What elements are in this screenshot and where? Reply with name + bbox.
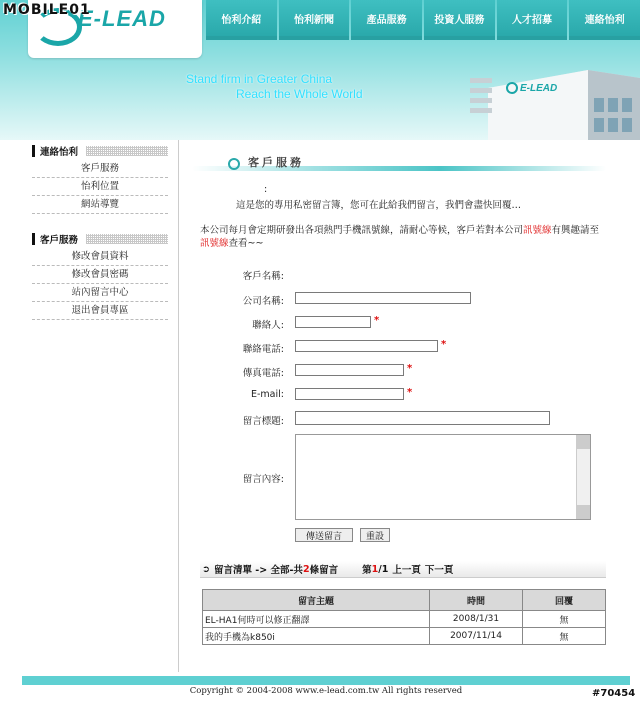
nav-products[interactable]: 產品服務 — [351, 0, 422, 40]
intro-text: 查看~~ — [228, 238, 264, 249]
row-subject[interactable]: 我的手機為k850i — [203, 628, 430, 645]
phone-input[interactable] — [295, 340, 438, 352]
company-input[interactable] — [295, 292, 471, 304]
sidebar-item-change-password[interactable]: 修改會員密碼 — [32, 266, 168, 284]
row-reply: 無 — [523, 628, 606, 645]
row-date: 2008/1/31 — [430, 611, 523, 628]
scroll-up-icon[interactable] — [577, 435, 590, 449]
email-label: E-mail: — [251, 389, 284, 400]
message-table — [202, 589, 606, 645]
table-header-row — [203, 590, 606, 611]
required-mark: * — [374, 315, 380, 326]
slogan-line2: Reach the Whole World — [236, 87, 363, 101]
nav-about[interactable]: 怡利介紹 — [206, 0, 277, 40]
nav-news[interactable]: 怡利新聞 — [279, 0, 350, 40]
slogan-line1: Stand firm in Greater China — [186, 72, 333, 86]
list-count: 2 — [302, 563, 310, 575]
message-list-header — [200, 561, 606, 578]
content-label: 留言內容: — [242, 474, 284, 485]
sidebar-group-title: 客戶服務 — [40, 235, 79, 246]
contact-input[interactable] — [295, 316, 371, 328]
fax-label: 傳真電話: — [242, 368, 284, 379]
footer-bar — [22, 676, 630, 685]
footer-copyright: Copyright © 2004-2008 www.e-lead.com.tw All rights reserved — [189, 686, 463, 696]
content-textarea[interactable] — [295, 434, 591, 520]
watermark-id: #70454 — [592, 688, 636, 699]
next-page-link[interactable]: 下一頁 — [424, 565, 454, 576]
sidebar-divider — [178, 140, 179, 672]
building-illustration — [468, 48, 640, 140]
intro-colon: : — [264, 184, 268, 195]
fax-input[interactable] — [295, 364, 404, 376]
arrow-icon: ➲ — [202, 563, 210, 575]
required-mark: * — [407, 387, 413, 398]
intro-line1: 這是您的專用私密留言簿，您可在此給我們留言，我們會盡快回覆… — [236, 200, 522, 211]
intro-text: 本公司每月會定期研發出各項熱門手機訊號線，請耐心等候，客戶若對本公司 — [200, 225, 524, 236]
submit-button[interactable]: 傳送留言 — [295, 528, 353, 542]
intro-text: 有興趣請至 — [551, 225, 600, 236]
page-current: 1 — [371, 563, 379, 575]
sidebar-item-logout[interactable]: 退出會員專區 — [32, 302, 168, 320]
logo-text[interactable]: E-LEAD — [78, 6, 166, 31]
col-time: 時間 — [430, 590, 523, 611]
sidebar-bar — [32, 233, 35, 245]
textarea-scrollbar[interactable] — [576, 435, 590, 519]
contact-label: 聯絡人: — [252, 320, 284, 331]
sidebar-item-sitemap[interactable]: 網站導覽 — [32, 196, 168, 214]
company-label: 公司名稱: — [242, 296, 284, 307]
sidebar-group-title: 連絡怡利 — [40, 147, 79, 158]
phone-label: 聯絡電話: — [242, 344, 284, 355]
signal-cable-link-2[interactable]: 訊號線 — [200, 238, 229, 249]
signal-cable-link[interactable]: 訊號線 — [523, 225, 552, 236]
row-subject[interactable]: EL-HA1何時可以修正翻譯 — [203, 611, 430, 628]
customer-name-label: 客戶名稱: — [242, 271, 284, 282]
list-title: 留言清單 -> 全部-共 — [213, 565, 303, 576]
sidebar-item-message-center[interactable]: 站內留言中心 — [32, 284, 168, 302]
prev-page-link[interactable]: 上一頁 — [392, 565, 421, 576]
nav-contact[interactable]: 連絡怡利 — [569, 0, 640, 40]
nav-careers[interactable]: 人才招募 — [497, 0, 568, 40]
col-reply: 回覆 — [523, 590, 606, 611]
row-reply: 無 — [523, 611, 606, 628]
col-subject: 留言主題 — [203, 590, 430, 611]
required-mark: * — [407, 363, 413, 374]
sidebar-item-location[interactable]: 怡利位置 — [32, 178, 168, 196]
section-title: 客戶服務 — [248, 156, 304, 169]
main-nav — [204, 0, 640, 40]
table-row[interactable] — [203, 611, 606, 628]
sidebar-group-service — [32, 232, 168, 246]
sidebar-item-edit-profile[interactable]: 修改會員資料 — [32, 248, 168, 266]
intro-paragraph-line2 — [200, 235, 263, 249]
scroll-down-icon[interactable] — [577, 505, 590, 519]
section-bullet-icon — [228, 158, 240, 170]
required-mark: * — [441, 339, 447, 350]
page-total: /1 — [378, 563, 389, 575]
page-prefix: 第 — [362, 565, 372, 576]
dotted-pattern — [86, 234, 168, 244]
subject-label: 留言標題: — [242, 416, 284, 427]
intro-paragraph-line1 — [200, 222, 599, 236]
sidebar-bar — [32, 145, 35, 157]
email-input[interactable] — [295, 388, 404, 400]
sidebar-item-customer-service[interactable]: 客戶服務 — [32, 160, 168, 178]
sidebar-group-contact — [32, 144, 168, 158]
nav-investors[interactable]: 投資人服務 — [424, 0, 495, 40]
reset-button[interactable]: 重設 — [360, 528, 390, 542]
list-title-suffix: 條留言 — [309, 565, 339, 576]
row-date: 2007/11/14 — [430, 628, 523, 645]
watermark-mobile01: MOBILE01 — [3, 2, 91, 18]
subject-input[interactable] — [295, 411, 550, 425]
dotted-pattern — [86, 146, 168, 156]
table-row[interactable] — [203, 628, 606, 645]
building-sign: E-LEAD — [520, 83, 558, 94]
